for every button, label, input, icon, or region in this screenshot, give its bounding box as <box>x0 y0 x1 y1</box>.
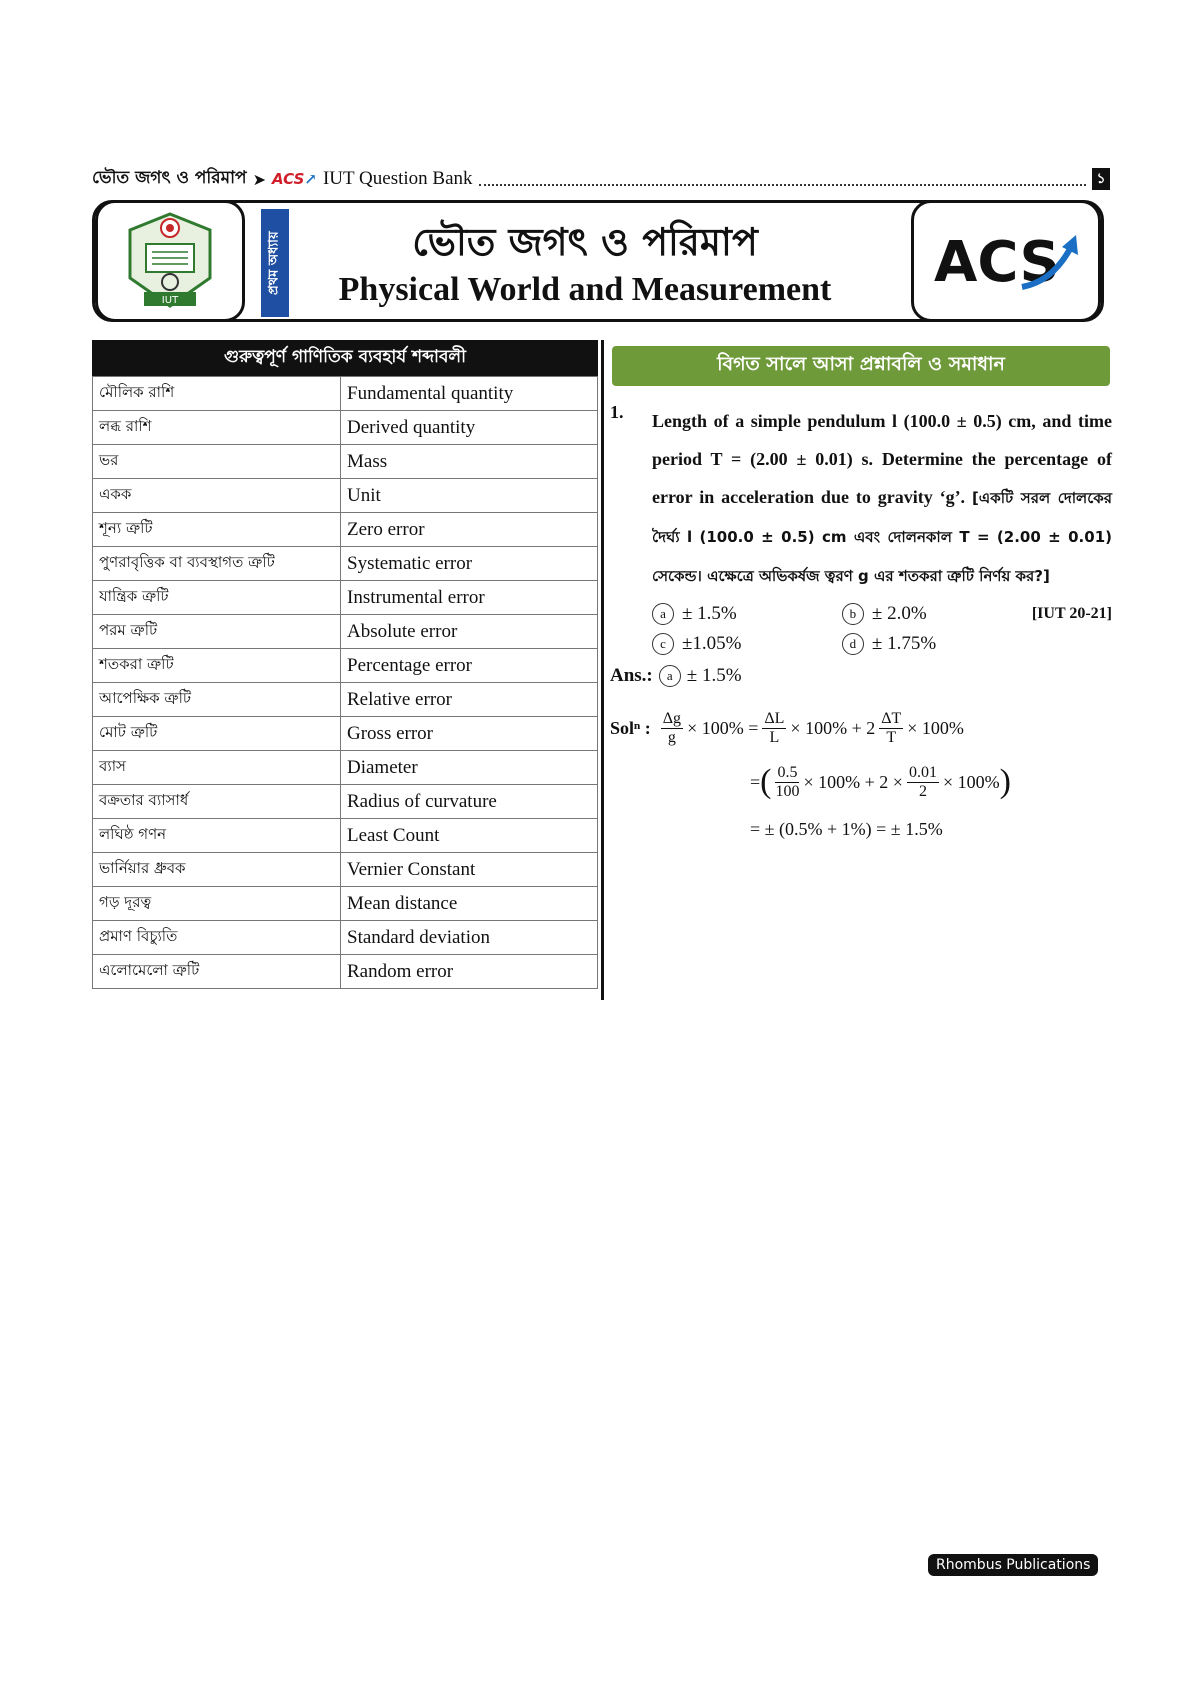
table-row <box>93 649 598 683</box>
vocabulary-grid <box>92 376 598 989</box>
term-english: Percentage error <box>341 649 598 683</box>
term-bangla: পুণরাবৃত্তিক বা ব্যবস্থাগত ত্রুটি <box>93 547 341 581</box>
question-number: 1. <box>610 402 624 422</box>
term-english: Gross error <box>341 717 598 751</box>
questions-heading: বিগত সালে আসা প্রশ্নাবলি ও সমাধান <box>612 346 1110 386</box>
vocabulary-heading: গুরুত্বপূর্ণ গাণিতিক ব্যবহার্য শব্দাবলী <box>92 340 598 376</box>
open-paren: ( <box>760 763 772 800</box>
table-row <box>93 921 598 955</box>
table-row <box>93 411 598 445</box>
solution-text: × 100% = <box>687 717 759 738</box>
solution <box>610 701 1112 849</box>
vocabulary-table <box>92 340 598 989</box>
table-row <box>93 445 598 479</box>
dotted-leader <box>479 172 1086 186</box>
solution-line-2 <box>610 755 1112 809</box>
solution-text: × 100% <box>942 771 1000 792</box>
solution-text: = <box>750 771 761 792</box>
term-bangla: শতকরা ত্রুটি <box>93 649 341 683</box>
option-c[interactable] <box>652 633 842 655</box>
table-row <box>93 683 598 717</box>
running-header-chapter: ভৌত জগৎ ও পরিমাপ <box>92 168 247 188</box>
table-row <box>93 887 598 921</box>
term-english: Unit <box>341 479 598 513</box>
column-divider <box>601 340 604 1000</box>
chevron-right-icon: ➤ <box>252 169 266 189</box>
iut-emblem-icon <box>120 208 220 314</box>
table-row <box>93 547 598 581</box>
running-header-bank: IUT Question Bank <box>322 168 473 189</box>
term-english: Standard deviation <box>341 921 598 955</box>
term-bangla: মৌলিক রাশি <box>93 377 341 411</box>
running-header <box>92 166 1110 192</box>
question-text-english: Length of a simple pendulum l (100.0 ± 0.5) cm, and time period T = (2.00 ± 0.01) s. Determine the percentage of error in acceleration due to gravity ‘g’. <box>652 411 1112 507</box>
term-english: Random error <box>341 955 598 989</box>
term-bangla: শূন্য ত্রুটি <box>93 513 341 547</box>
option-c-letter: c <box>652 633 674 655</box>
table-row <box>93 479 598 513</box>
table-row <box>93 513 598 547</box>
acs-logo-icon <box>926 221 1086 301</box>
term-bangla: ব্যাস <box>93 751 341 785</box>
term-bangla: লঘিষ্ঠ গণন <box>93 819 341 853</box>
option-d-text: ± 1.75% <box>871 633 937 654</box>
fraction: $\frac{\Delta T}{T}$ <box>881 709 902 746</box>
answer-line <box>610 665 1112 687</box>
fraction: $\frac{0.01}{2}$ <box>908 763 937 800</box>
option-b-text: ± 2.0% <box>871 603 927 624</box>
solution-text: × 100% <box>907 717 964 738</box>
question-1 <box>610 402 1112 849</box>
term-bangla: লব্ধ রাশি <box>93 411 341 445</box>
close-paren: ) <box>999 763 1011 800</box>
table-row <box>93 377 598 411</box>
answer-text: ± 1.5% <box>686 665 742 686</box>
term-bangla: যান্ত্রিক ত্রুটি <box>93 581 341 615</box>
term-bangla: ভার্নিয়ার ধ্রুবক <box>93 853 341 887</box>
table-row <box>93 853 598 887</box>
term-english: Least Count <box>341 819 598 853</box>
logo-caption: IUT <box>161 295 179 306</box>
chapter-title-english: Physical World and Measurement <box>338 271 832 308</box>
acs-logo-text: ACS <box>934 230 1060 295</box>
publisher-badge: Rhombus Publications <box>928 1554 1098 1576</box>
option-a[interactable] <box>652 603 842 625</box>
term-english: Radius of curvature <box>341 785 598 819</box>
term-english: Instrumental error <box>341 581 598 615</box>
iut-logo <box>95 200 245 322</box>
term-bangla: ভর <box>93 445 341 479</box>
option-a-letter: a <box>652 603 674 625</box>
acs-arrow-icon: ↗ <box>304 171 317 188</box>
term-bangla: গড় দূরত্ব <box>93 887 341 921</box>
answer-letter: a <box>659 665 681 687</box>
term-bangla: মোট ত্রুটি <box>93 717 341 751</box>
term-english: Absolute error <box>341 615 598 649</box>
term-bangla: বক্রতার ব্যাসার্ধ <box>93 785 341 819</box>
chapter-label: প্রথম অধ্যায় <box>261 209 289 317</box>
term-english: Diameter <box>341 751 598 785</box>
solution-text: × 100% + 2 × <box>803 771 903 792</box>
term-bangla: আপেক্ষিক ত্রুটি <box>93 683 341 717</box>
solution-line-3: = ± (0.5% + 1%) = ± 1.5% <box>750 818 943 839</box>
term-english: Zero error <box>341 513 598 547</box>
option-d-letter: d <box>842 633 864 655</box>
page-number: ১ <box>1092 168 1110 190</box>
chapter-banner <box>92 200 1104 322</box>
option-b[interactable] <box>842 603 1032 625</box>
solution-text: × 100% + 2 <box>790 717 876 738</box>
question-reference: [IUT 20-21] <box>1031 605 1112 622</box>
acs-brand-text: ACS <box>271 170 305 188</box>
table-row <box>93 785 598 819</box>
option-c-text: ±1.05% <box>682 633 742 654</box>
table-row <box>93 819 598 853</box>
term-english: Relative error <box>341 683 598 717</box>
term-english: Fundamental quantity <box>341 377 598 411</box>
term-bangla: এলোমেলো ত্রুটি <box>93 955 341 989</box>
term-bangla: পরম ত্রুটি <box>93 615 341 649</box>
solution-line-1 <box>610 701 1112 755</box>
solution-label: Solⁿ : <box>610 717 651 738</box>
options-list <box>652 603 1032 655</box>
table-row <box>93 717 598 751</box>
table-row <box>93 581 598 615</box>
term-bangla: প্রমাণ বিচ্যুতি <box>93 921 341 955</box>
fraction: $\frac{\Delta L}{L}$ <box>764 709 785 746</box>
term-english: Mean distance <box>341 887 598 921</box>
fraction: $\frac{0.5}{100}$ <box>775 763 800 800</box>
term-english: Vernier Constant <box>341 853 598 887</box>
table-row <box>93 955 598 989</box>
term-bangla: একক <box>93 479 341 513</box>
term-english: Derived quantity <box>341 411 598 445</box>
table-row <box>93 615 598 649</box>
option-d[interactable] <box>842 633 1032 655</box>
acs-logo <box>911 200 1101 322</box>
fraction: $\frac{\Delta g}{g}$ <box>662 709 682 746</box>
chapter-title-bangla: ভৌত জগৎ ও পরিমাপ <box>412 220 758 264</box>
table-row <box>93 751 598 785</box>
term-english: Systematic error <box>341 547 598 581</box>
answer-label: Ans.: <box>610 665 653 686</box>
option-b-letter: b <box>842 603 864 625</box>
question-text-bangla: [একটি সরল দোলকের দৈর্ঘ্য l (100.0 ± 0.5) cm এবং দোলনকাল T = (2.00 ± 0.01) সেকেন্ড। এক্ষেত্রে অভিকর্ষজ ত্বরণ g এর শতকরা ত্রুটি নির্ণয় কর?] <box>652 489 1112 585</box>
term-english: Mass <box>341 445 598 479</box>
option-a-text: ± 1.5% <box>682 603 737 624</box>
